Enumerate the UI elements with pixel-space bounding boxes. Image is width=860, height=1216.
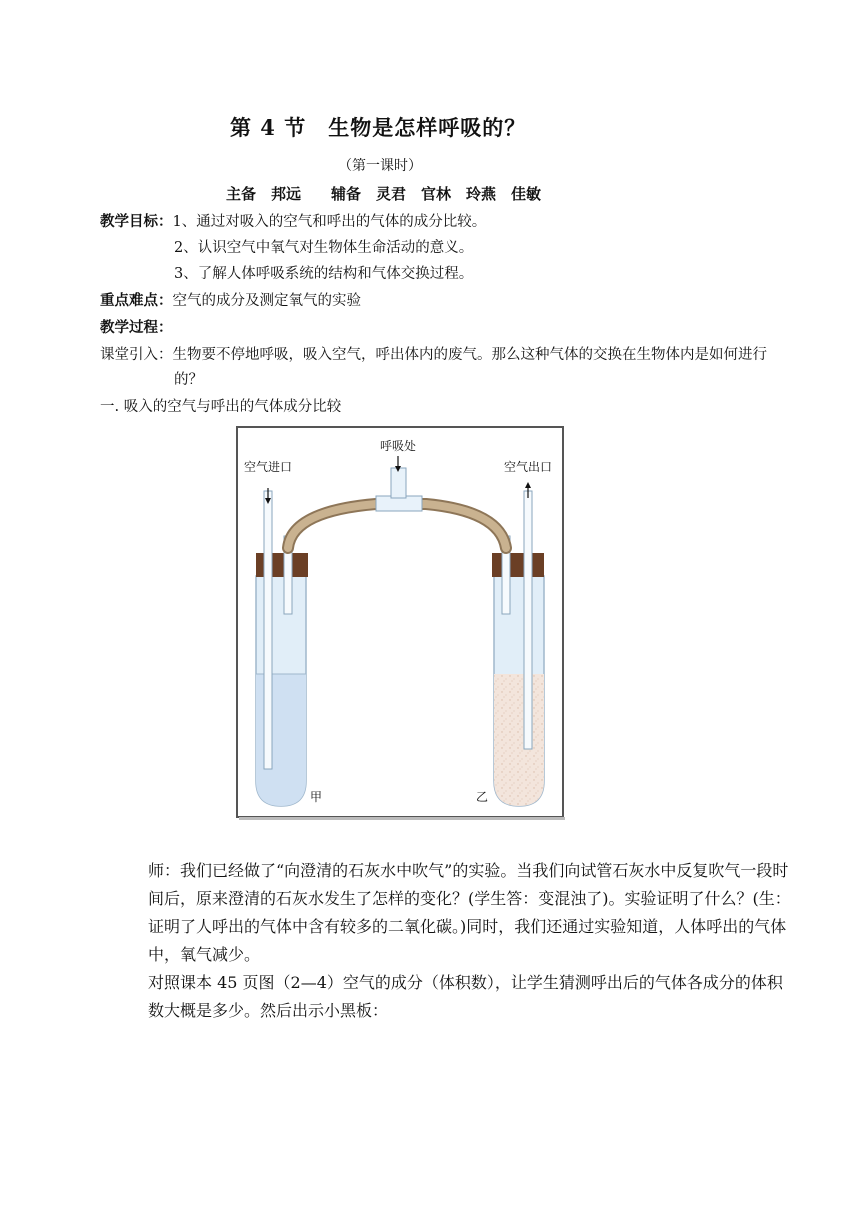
intro-text-cont: 的？	[174, 372, 203, 388]
objective-item: 3、了解人体呼吸系统的结构和气体交换过程。	[174, 266, 474, 282]
section-heading: 一. 吸入的空气与呼出的气体成分比较	[100, 399, 342, 415]
tube-label-jia: 甲	[310, 790, 323, 804]
page-title: 第 4 节 生物是怎样呼吸的？	[230, 115, 527, 140]
intro-text: 生物要不停地呼吸，吸入空气，呼出体内的废气。那么这种气体的交换在生物体内是如何进行	[172, 347, 767, 363]
body-paragraph: 对照课本 45 页图（2—4）空气的成分（体积数），让学生猜测呼出后的气体各成分的体积数大概是多少。然后出示小黑板：	[148, 973, 783, 1020]
body-paragraph: 师：我们已经做了“向澄清的石灰水中吹气”的实验。当我们向试管石灰水中反复吹气一段时间后，原来澄清的石灰水发生了怎样的变化？(学生答：变混浊了)。实验证明了什么？(生：证明了人呼出的气体中含有较多的二氧化碳。)同时，我们还通过实验知道，人体呼出的气体中，氧气减少。	[148, 861, 791, 964]
intro-row	[100, 343, 767, 364]
label-breathing-point: 呼吸处	[379, 439, 417, 453]
tube-label-yi: 乙	[476, 790, 489, 804]
objective-item: 1、通过对吸入的空气和呼出的气体的成分比较。	[172, 214, 487, 230]
objectives-row	[100, 210, 486, 231]
key-points-row	[100, 289, 361, 310]
objective-item: 2、认识空气中氧气对生物体生命活动的意义。	[174, 240, 474, 256]
label-air-outlet: 空气出口	[503, 460, 553, 474]
label-air-inlet: 空气进口	[243, 460, 293, 474]
objectives-label: 教学目标：	[100, 213, 173, 230]
key-points-text: 空气的成分及测定氧气的实验	[172, 293, 361, 309]
authors-line: 主备 邦远 辅备 灵君 官林 玲燕 佳敏	[226, 185, 542, 203]
experiment-figure	[236, 426, 566, 821]
lesson-period: （第一课时）	[338, 158, 422, 174]
key-points-label: 重点难点：	[100, 292, 173, 309]
intro-label: 课堂引入：	[100, 347, 173, 363]
process-label: 教学过程：	[100, 319, 173, 336]
